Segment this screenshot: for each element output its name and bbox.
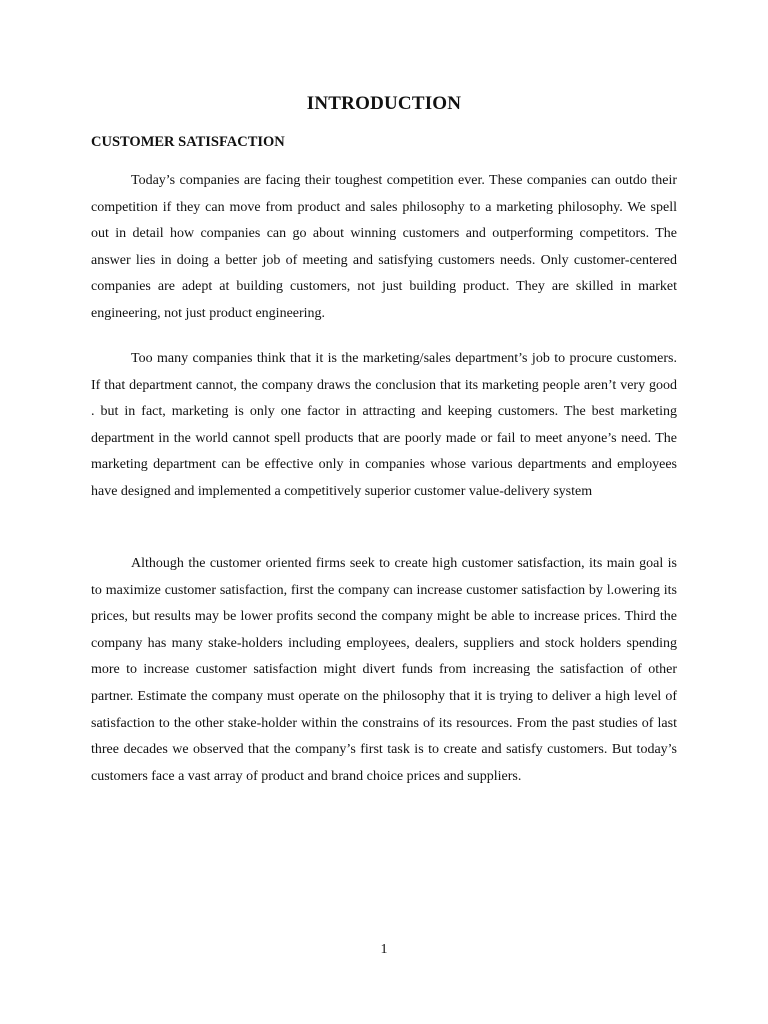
page-number: 1 — [380, 942, 388, 957]
paragraph-1: Today’s companies are facing their toughest competition ever. These companies can outdo their competition if they can move from product and sales philosophy to a marketing philosophy. We spell out in detail how companies can go about winning customers and outperforming competitors. The answer lies in doing a better job of meeting and satisfying customers needs. Only customer-centered companies are adept at building customers, not just building product. They are skilled in market engineering, not just product engineering. — [91, 173, 677, 321]
paragraph-3: Although the customer oriented firms seek to create high customer satisfaction, its main goal is to maximize customer satisfaction, first the company can increase customer satisfaction by l.owering its prices, but results may be lower profits second the company might be able to increase prices. Third the company has many stake-holders including employees, dealers, suppliers and stock holders spending more to increase customer satisfaction might divert funds from increasing the satisfaction of other partner. Estimate the company must operate on the philosophy that it is trying to deliver a high level of satisfaction to the other stake-holder within the constrains of its resources. From the past studies of last three decades we observed that the company’s first task is to create and satisfy customers. But today’s customers face a vast array of product and brand choice prices and suppliers. — [91, 556, 677, 784]
page-title: INTRODUCTION — [306, 93, 462, 114]
paragraph-2: Too many companies think that it is the marketing/sales department’s job to procure customers. If that department cannot, the company draws the conclusion that its marketing people aren’t very good . but in fact, marketing is only one factor in attracting and keeping customers. The best marketing department in the world cannot spell products that are poorly made or fail to meet anyone’s need. The marketing department can be effective only in companies whose various departments and employees have designed and implemented a competitively superior customer value-delivery system — [91, 351, 677, 499]
section-heading: CUSTOMER SATISFACTION — [91, 134, 285, 150]
